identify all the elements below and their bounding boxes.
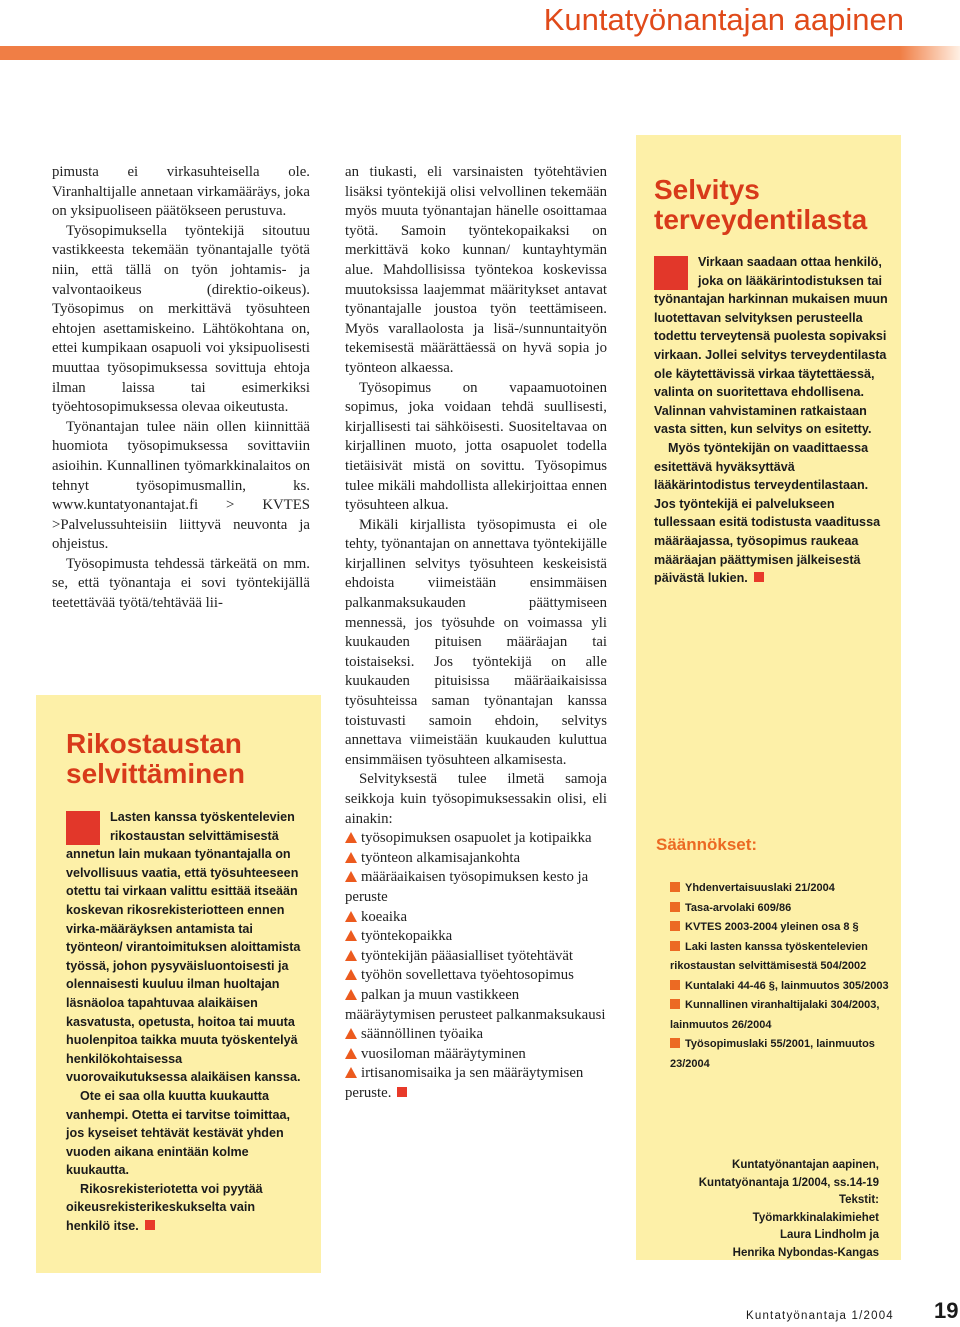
rules-title: Säännökset: [656, 835, 758, 854]
square-bullet-icon [670, 999, 680, 1009]
left-paragraph: Työnantajan tulee näin ollen kiinnittää huomiota työsopimuksessa sovittaviin asioihin. Kunnallinen työmarkkinalaitos on tehnyt työsopimusmallin, ks. www.kuntatyonantajat.fi > KVTES >Palvelussuhteisiin liittyvä neuvonta ja ohjeistus. [52, 418, 310, 553]
triangle-bullet-icon [345, 1067, 357, 1078]
rule-text: Laki lasten kanssa työskentelevien rikostaustan selvittämisestä 504/2002 [670, 940, 868, 972]
crime-paragraph-last [66, 1180, 302, 1236]
square-bullet-icon [670, 882, 680, 892]
triangle-bullet-icon [345, 950, 357, 961]
list-item-text: työnteon alkamisajankohta [361, 849, 521, 866]
triangle-bullet-icon [345, 852, 357, 863]
list-item-text: irtisanomisaika ja sen määräytymisen peruste. [345, 1065, 584, 1101]
triangle-bullet-icon [345, 871, 357, 882]
rule-text: KVTES 2003-2004 yleinen osa 8 § [685, 921, 859, 933]
crime-paragraph: Lasten kanssa työskentelevien rikostaustan selvittämisestä annetun lain mukaan työnantajalla on velvollisuus vaatia, että työsuhteeseen otettu tai virkaan valittu esittää itseään koskevan rikosrekisteriotteen ennen virka-määräyksen antamista tai työnteon/ virantoimituksen aloittamista työssä, johon pysyväisluontoisesti ja olennaisesti kuuluu ilman huoltajan läsnäoloa tapahtuvaa alaikäisen kasvatusta, opetusta, hoitoa tai muuta huolenpitoa taikka muuta työskentelyä henkilökohtaisessa vuorovaikutuksessa alaikäisen kanssa. [66, 810, 301, 1085]
rules-list [670, 879, 890, 1074]
footer-publication: Kuntatyönantaja 1/2004 [746, 1310, 894, 1322]
page-header-title: Kuntatyönantajan aapinen [543, 2, 904, 37]
list-item-text: työntekijän pääasialliset työtehtävät [361, 947, 574, 964]
triangle-bullet-icon [345, 969, 357, 980]
triangle-bullet-icon [345, 1028, 357, 1039]
triangle-bullet-icon [345, 989, 357, 1000]
crime-background-box [36, 695, 321, 1273]
left-paragraph: Työsopimusta tehdessä tärkeätä on mm. se, että työnantaja ei sovi työntekijällä teetettävää työtä/tehtävää lii- [52, 555, 310, 612]
triangle-bullet-icon [345, 1048, 357, 1059]
health-paragraph-text: Myös työntekijän on vaadittaessa esitettävä hyväksyttävä lääkärintodistus terveydentilastaan. Jos työntekijä ei palvelukseen tullessaan esitä todistusta vaaditussa määräajassa, työsopimus raukeaa määräajan päättymisen jälkeisestä päivästä lukien. [654, 440, 881, 586]
health-paragraph-last [654, 439, 888, 588]
list-item [345, 927, 607, 947]
square-bullet-icon [670, 1038, 680, 1048]
middle-paragraph: Mikäli kirjallista työsopimusta ei ole tehty, työnantajan on annettava työntekijälle kirjallinen selvitys työsuhteen keskeisistä ehdoista viimeistään ensimmäisen palkanmaksukauden päättymiseen mennessä, jos työsuhde on voimassa yli kuukauden pituisen määräajan tai toistaiseksi. Jos työntekijä on alle kuukauden pituisissa määräaikaisissa työsuhteissa saman työnantajan kanssa toistuvasti samoin ehdoin, selvitys annettava viimeistään kuukauden kuluttua ensimmäisen työsuhteen alkamisesta. [345, 516, 607, 768]
triangle-bullet-icon [345, 930, 357, 941]
header-color-bar [0, 46, 960, 60]
left-paragraph: pimusta ei virkasuhteisella ole. Viranhaltijalle annetaan virkamääräys, joka on yksipuoliseen päätökseen perustuva. [52, 164, 310, 220]
red-square-marker [654, 256, 688, 290]
square-bullet-icon [670, 921, 680, 931]
crime-title-line: Rikostaustan [66, 728, 242, 759]
list-item [345, 947, 607, 967]
rule-item [670, 899, 890, 919]
list-item [345, 868, 607, 907]
health-box-title [654, 175, 867, 235]
list-item-text: työsopimuksen osapuolet ja kotipaikka [361, 830, 592, 847]
list-item-text: työntekopaikka [361, 928, 453, 945]
middle-text-column [345, 163, 607, 1104]
left-paragraph: Työsopimuksella työntekijä sitoutuu vastikkeesta tekemään työnantajalle työtä niin, että tällä on työn johtamis- ja valvontaoikeus (direktio-oikeus). Työsopimus on merkittävä työsuhteen ehtojen asettamiskeino. Lähtökohtana on, ettei kumpikaan osapuoli voi yksipuolisesti muuttaa työsopimuksessa sovittuja ehtoja ilman laissa tai esimerkiksi työehtosopimuksessa olevaa oikeutusta. [52, 222, 310, 416]
crime-paragraph: Ote ei saa olla kuutta kuukautta vanhempi. Otetta ei tarvitse toimittaa, jos kyseiset tehtävät kestävät yhden vuoden aikana enintään kolme kuukautta. [66, 1088, 290, 1178]
health-box [636, 135, 901, 1260]
header-bar-fade [900, 46, 960, 60]
list-item [345, 908, 607, 928]
end-square-icon [397, 1087, 407, 1097]
middle-paragraph: Työsopimus on vapaamuotoinen sopimus, joka voidaan tehdä suullisesti, kirjallisesti tai sähköisesti. Suositeltavaa on kirjallinen muoto, jotta osapuolet todella tietäisivät mistä on sovittu. Työsopimus tulee mikäli mahdollista allekirjoittaa ennen työsuhteen alkua. [345, 379, 607, 514]
square-bullet-icon [670, 902, 680, 912]
rule-text: Kuntalaki 44-46 §, lainmuutos 305/2003 [685, 979, 889, 992]
list-item [345, 986, 607, 1025]
credits-block [649, 1157, 879, 1262]
rule-text: Kunnallinen viranhaltijalaki 304/2003, lainmuutos 26/2004 [670, 999, 880, 1031]
crime-box-title [66, 729, 245, 789]
red-square-marker [66, 811, 100, 845]
crime-paragraph-text: Rikosrekisteriotetta voi pyytää oikeusrekisterikeskukselta vain henkilö itse. [66, 1181, 263, 1234]
list-item [345, 1045, 607, 1065]
list-item-text: työhön sovellettava työehtosopimus [361, 967, 574, 984]
list-item [345, 849, 607, 869]
credits-line: Tekstit: [838, 1194, 879, 1206]
credits-line: Henrika Nybondas-Kangas [732, 1246, 879, 1259]
list-item-text: palkan ja muun vastikkeen määräytymisen perusteet palkanmaksukausi [345, 986, 606, 1023]
list-item-text: vuosiloman määräytyminen [361, 1045, 526, 1062]
list-item [345, 966, 607, 986]
list-item [345, 1025, 607, 1045]
rule-text: Tasa-arvolaki 609/86 [685, 901, 792, 914]
health-title-line: Selvitys [654, 174, 760, 205]
middle-paragraph: Selvityksestä tulee ilmetä samoja seikkoja kuin työsopimuksessakin olisi, eli ainakin: [345, 771, 607, 827]
triangle-bullet-icon [345, 911, 357, 922]
rule-item [670, 879, 890, 899]
required-terms-list [345, 829, 607, 1103]
health-paragraph: Virkaan saadaan ottaa henkilö, joka on lääkärintodistuksen tai työnantajan harkinnan mukaisen muun luotettavan selvityksen perusteella todettu terveytensä puolesta sopivaksi virkaan. Jollei selvitys terveydentilasta ole käytettävissä virkaa täytettäessä, valinta on suoritettava ehdollisena. Valinnan vahvistaminen ratkaistaan vasta sitten, kun selvitys on esitetty. [654, 255, 888, 437]
end-square-icon [145, 1220, 155, 1230]
list-item [345, 1064, 607, 1103]
middle-paragraph: an tiukasti, eli varsinaisten työtehtävien lisäksi työntekijä olisi velvollinen tekemään myös muuta työnantajan hänelle osoittamaa työtä. Samoin työntekopaikaksi on merkittävä koko kunnan/ kuntayhtymän alue. Mahdollisissa työntekoa koskevissa muutoksissa laajemmat määritykset antavat työnantajalle joustoa työn teettämiseen. Myös varallaolosta ja lisä-/sunnuntaityön tekemisestä määrättäessä on hyvä sopia jo työnteon alkaessa. [345, 164, 607, 376]
rule-text: Työsopimuslaki 55/2001, lainmuutos 23/2004 [670, 1038, 875, 1070]
rule-item [670, 918, 890, 938]
rule-item [670, 977, 890, 997]
rule-item [670, 938, 890, 977]
square-bullet-icon [670, 980, 680, 990]
credits-line: Kuntatyönantajan aapinen, [732, 1159, 879, 1171]
triangle-bullet-icon [345, 832, 357, 843]
rule-item [670, 996, 890, 1035]
list-item [345, 829, 607, 849]
end-square-icon [754, 572, 764, 582]
square-bullet-icon [670, 941, 680, 951]
list-item-text: koeaika [361, 908, 408, 925]
page-number: 19 [934, 1298, 959, 1323]
crime-title-line: selvittäminen [66, 758, 245, 789]
credits-line: Laura Lindholm ja [779, 1229, 879, 1241]
list-item-text: määräaikaisen työsopimuksen kesto ja peruste [345, 869, 589, 905]
health-title-line: terveydentilasta [654, 204, 868, 235]
credits-line: Kuntatyönantaja 1/2004, ss.14-19 [698, 1176, 879, 1189]
crime-box-text [66, 808, 302, 1236]
list-item-text: säännöllinen työaika [361, 1026, 484, 1043]
rule-text: Yhdenvertaisuuslaki 21/2004 [685, 882, 835, 894]
credits-line: Työmarkkinalakimiehet [752, 1211, 879, 1224]
left-text-column [52, 163, 310, 614]
health-box-text [654, 253, 888, 588]
rule-item [670, 1035, 890, 1074]
